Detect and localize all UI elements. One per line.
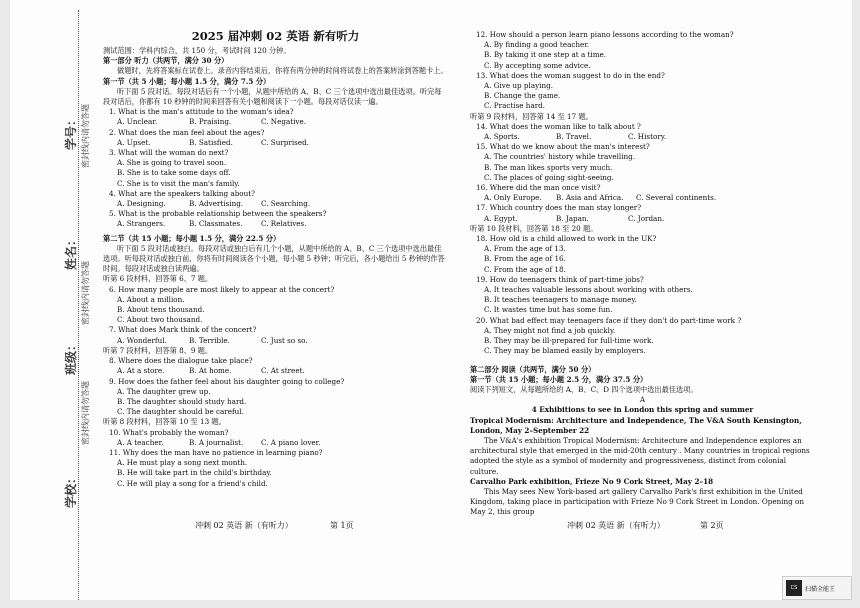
- option[interactable]: C. They may be blamed easily by employers.: [484, 346, 646, 356]
- option[interactable]: B. About tens thousand.: [117, 305, 205, 315]
- label-student-id: 学号：: [64, 113, 78, 150]
- question-3: 3. What will the woman do next?: [109, 148, 229, 158]
- option[interactable]: B. He will take part in the child's birthday.: [117, 468, 272, 478]
- option[interactable]: C. It wastes time but has some fun.: [484, 305, 613, 315]
- section-2-note: 听下面 5 段对话或独白。每段对话或独白后有几个小题，从题中所给的 A、B、C 三个选项中选出最佳选项。听每段对话或独白前，你将有时间阅读各个小题，每小题 5 秒钟；听完后，各小题给出 5 秒钟的作答时间。每段对话或独白读两遍。: [103, 243, 445, 274]
- section-1-note: 听下面 5 段对话。每段对话后有一个小题，从题中所给的 A、B、C 三个选项中选出最佳选项。听完每段对话后，你都有 10 秒钟的时间来回答有关小题和阅读下一小题。每段对话仅读一遍。: [103, 86, 442, 107]
- question-8: 8. Where does the dialogue take place?: [109, 356, 253, 366]
- option[interactable]: A. Strangers.: [117, 219, 166, 229]
- question-16: 16. Where did the man once visit?: [476, 183, 601, 193]
- binding-strip: [10, 0, 105, 600]
- question-6: 6. How many people are most likely to appear at the concert?: [109, 284, 335, 294]
- question-19: 19. How do teenagers think of part-time jobs?: [476, 274, 644, 284]
- option[interactable]: A. Only Europe.: [484, 193, 542, 203]
- material-9-note: 听第 9 段材料，回答第 14 至 17 题。: [470, 111, 593, 121]
- option[interactable]: C. Practise hard.: [484, 101, 546, 111]
- option[interactable]: A. Unclear.: [117, 117, 158, 127]
- option[interactable]: C. A piano lover.: [261, 437, 321, 447]
- option[interactable]: B. At home.: [189, 366, 232, 376]
- exam-title: 2025 届冲刺 02 英语 新有听力: [191, 29, 360, 43]
- option[interactable]: C. At street.: [261, 366, 305, 376]
- question-20: 20. What bad effect may teenagers face if they don't do part-time work ?: [476, 315, 742, 325]
- option[interactable]: A. Wonderful.: [117, 335, 167, 345]
- material-7-note: 听第 7 段材料，回答第 8、9 题。: [103, 345, 213, 355]
- option[interactable]: A. She is going to travel soon.: [117, 158, 227, 168]
- question-1: 1. What is the man's attitude to the woman's idea?: [109, 107, 294, 117]
- seal-dotted-line: [78, 10, 79, 600]
- question-17: 17. Which country does the man stay longer?: [476, 203, 642, 213]
- label-name: 姓名：: [64, 233, 78, 270]
- exhibition-2-body: This May sees New York-based art gallery Carvalho Park's first exhibition in the United Kingdom, taking place in participation with Frieze No 9 Cork Street in London. Opening on May 2, this group: [470, 486, 805, 517]
- question-9: 9. How does the father feel about his daughter going to college?: [109, 376, 345, 386]
- option[interactable]: A. Sports.: [484, 132, 520, 142]
- option[interactable]: A. Designing.: [117, 199, 166, 209]
- question-4: 4. What are the speakers talking about?: [109, 188, 256, 198]
- option[interactable]: B. Change the game.: [484, 91, 561, 101]
- option[interactable]: C. By accepting some advice.: [484, 60, 591, 70]
- option[interactable]: C. He will play a song for a friend's child.: [117, 478, 268, 488]
- page-1-column: [103, 30, 448, 489]
- option[interactable]: B. Praising.: [189, 117, 232, 127]
- option[interactable]: A. Egypt.: [484, 213, 518, 223]
- option[interactable]: A. From the age of 13.: [484, 244, 566, 254]
- question-10: 10. What's probably the woman?: [109, 427, 229, 437]
- question-7: 7. What does Mark think of the concert?: [109, 325, 257, 335]
- question-15: 15. What do we know about the man's interest?: [476, 142, 650, 152]
- option[interactable]: C. The daughter should be careful.: [117, 407, 244, 417]
- option[interactable]: C. History.: [628, 132, 667, 142]
- question-2-options: [103, 138, 448, 148]
- passage-title: 4 Exhibitions to see in London this spring and summer: [531, 405, 754, 415]
- option[interactable]: A. Give up playing.: [484, 81, 553, 91]
- material-8-note: 听第 8 段材料，回答第 10 至 13 题。: [103, 417, 226, 427]
- test-scope: 测试范围：学科内综合，共 150 分，考试时间 120 分钟。: [103, 46, 291, 55]
- option[interactable]: B. The daughter should study hard.: [117, 396, 247, 406]
- option[interactable]: B. Satisfied.: [189, 137, 233, 147]
- option[interactable]: B. Travel.: [556, 132, 592, 142]
- part-1-note: 做题时，先将答案标在试卷上。录音内容结束后，你将有两分钟的时间将试卷上的答案转涂到答题卡上。: [117, 66, 448, 76]
- material-6-note: 听第 6 段材料，回答第 6、7 题。: [103, 274, 213, 284]
- option[interactable]: A. They might not find a job quickly.: [484, 325, 616, 335]
- question-14: 14. What does the woman like to talk about ?: [476, 121, 641, 131]
- exhibition-2-title: Carvalho Park exhibition, Frieze No 9 Cork Street, May 2–18: [470, 476, 714, 486]
- page-2-number: 第 2页: [700, 521, 724, 530]
- question-13: 13. What does the woman suggest to do in the end?: [476, 70, 665, 80]
- question-5-options: [103, 219, 448, 229]
- section-2-heading: 第二节（共 15 小题；每小题 1.5 分，满分 22.5 分）: [103, 233, 281, 243]
- page-1-footer-title: 冲刺 02 英语 新（有听力）: [195, 521, 293, 530]
- option[interactable]: B. Terrible.: [189, 335, 230, 345]
- option[interactable]: B. By taking it one step at a time.: [484, 50, 607, 60]
- option[interactable]: C. Several continents.: [636, 193, 717, 203]
- question-14-options: [470, 132, 815, 142]
- question-7-options: [103, 336, 448, 346]
- option[interactable]: A. The countries' history while travelling.: [484, 152, 636, 162]
- option[interactable]: A. The daughter grew up.: [117, 386, 211, 396]
- seal-text-1: 密封线内请勿答题: [81, 104, 90, 168]
- seal-text-2: 密封线内请勿答题: [81, 261, 90, 325]
- question-10-options: [103, 438, 448, 448]
- question-16-options: [470, 193, 815, 203]
- part-2-note: 阅读下列短文，从每题所给的 A、B、C、D 四个选项中选出最佳选项。: [470, 384, 698, 394]
- option[interactable]: C. Just so so.: [261, 335, 308, 345]
- question-4-options: [103, 199, 448, 209]
- option[interactable]: B. The man likes sports very much.: [484, 162, 613, 172]
- question-8-options: [103, 366, 448, 376]
- question-1-options: [103, 117, 448, 127]
- option[interactable]: C. About two thousand.: [117, 315, 203, 325]
- exhibition-1-body: The V&A's exhibition Tropical Modernism: Architecture and Independence explores an architectural style that emerged in the mid-20th century . Many countries in tropical regions adopted the style as a symbol of modernity and progressiveness, distinct from colonial culture.: [470, 435, 810, 476]
- option[interactable]: B. It teaches teenagers to manage money.: [484, 295, 637, 305]
- option[interactable]: C. Negative.: [261, 117, 307, 127]
- section-1-heading: 第一节（共 5 小题；每小题 1.5 分，满分 7.5 分）: [103, 76, 271, 86]
- page-2-column: [470, 30, 815, 518]
- label-class: 班级：: [64, 338, 78, 375]
- question-5: 5. What is the probable relationship between the speakers?: [109, 209, 327, 219]
- option[interactable]: B. Asia and Africa.: [556, 193, 624, 203]
- seal-text-3: 密封线内请勿答题: [81, 381, 90, 445]
- qr-code-icon: CS: [786, 580, 802, 596]
- part-1-heading: 第一部分 听力（共两节，满分 30 分）: [103, 56, 229, 66]
- scanner-badge-text: 扫描全能王: [805, 585, 836, 593]
- option[interactable]: B. Classmates.: [189, 219, 243, 229]
- question-2: 2. What does the man feel about the ages?: [109, 127, 265, 137]
- option[interactable]: B. A journalist.: [189, 437, 244, 447]
- material-10-note: 听第 10 段材料，回答第 18 至 20 题。: [470, 223, 598, 233]
- page-2-footer-title: 冲刺 02 英语 新（有听力）: [567, 521, 665, 530]
- question-17-options: [470, 214, 815, 224]
- question-12: 12. How should a person learn piano lessons according to the woman?: [476, 30, 734, 39]
- part-2-heading: 第二部分 阅读（共两节，满分 50 分）: [470, 364, 596, 374]
- option[interactable]: A. It teaches valuable lessons about working with others.: [484, 285, 693, 295]
- option[interactable]: C. Searching.: [261, 199, 311, 209]
- option[interactable]: B. They may be ill-prepared for full-time work.: [484, 336, 654, 346]
- option[interactable]: A. A teacher.: [117, 437, 164, 447]
- option[interactable]: A. He must play a song next month.: [117, 458, 248, 468]
- option[interactable]: B. She is to take some days off.: [117, 168, 231, 178]
- option[interactable]: C. The places of going sight-seeing.: [484, 172, 614, 182]
- option[interactable]: C. She is to visit the man's family.: [117, 178, 240, 188]
- page-1-number: 第 1页: [330, 521, 354, 530]
- option[interactable]: C. Relatives.: [261, 219, 307, 229]
- option[interactable]: A. About a million.: [117, 294, 185, 304]
- option[interactable]: A. Upset.: [117, 137, 151, 147]
- part-2-section-1-heading: 第一节（共 15 小题；每小题 2.5 分，满分 37.5 分）: [470, 374, 648, 384]
- passage-letter: A: [639, 395, 646, 405]
- label-school: 学校：: [64, 471, 78, 508]
- option[interactable]: B. From the age of 16.: [484, 254, 566, 264]
- scanner-badge: [782, 576, 852, 600]
- question-11: 11. Why does the man have no patience in learning piano?: [109, 447, 323, 457]
- exhibition-1-title: Tropical Modernism: Architecture and Independence, The V&A South Kensington, London, May 2–September 22: [470, 415, 802, 435]
- question-18: 18. How old is a child allowed to work in the UK?: [476, 234, 657, 244]
- option[interactable]: B. Advertising.: [189, 199, 244, 209]
- option[interactable]: C. From the age of 18.: [484, 264, 566, 274]
- option[interactable]: C. Jordan.: [628, 213, 665, 223]
- option[interactable]: A. By finding a good teacher.: [484, 40, 590, 50]
- option[interactable]: B. Japan.: [556, 213, 589, 223]
- option[interactable]: C. Surprised.: [261, 137, 309, 147]
- option[interactable]: A. At a store.: [117, 366, 165, 376]
